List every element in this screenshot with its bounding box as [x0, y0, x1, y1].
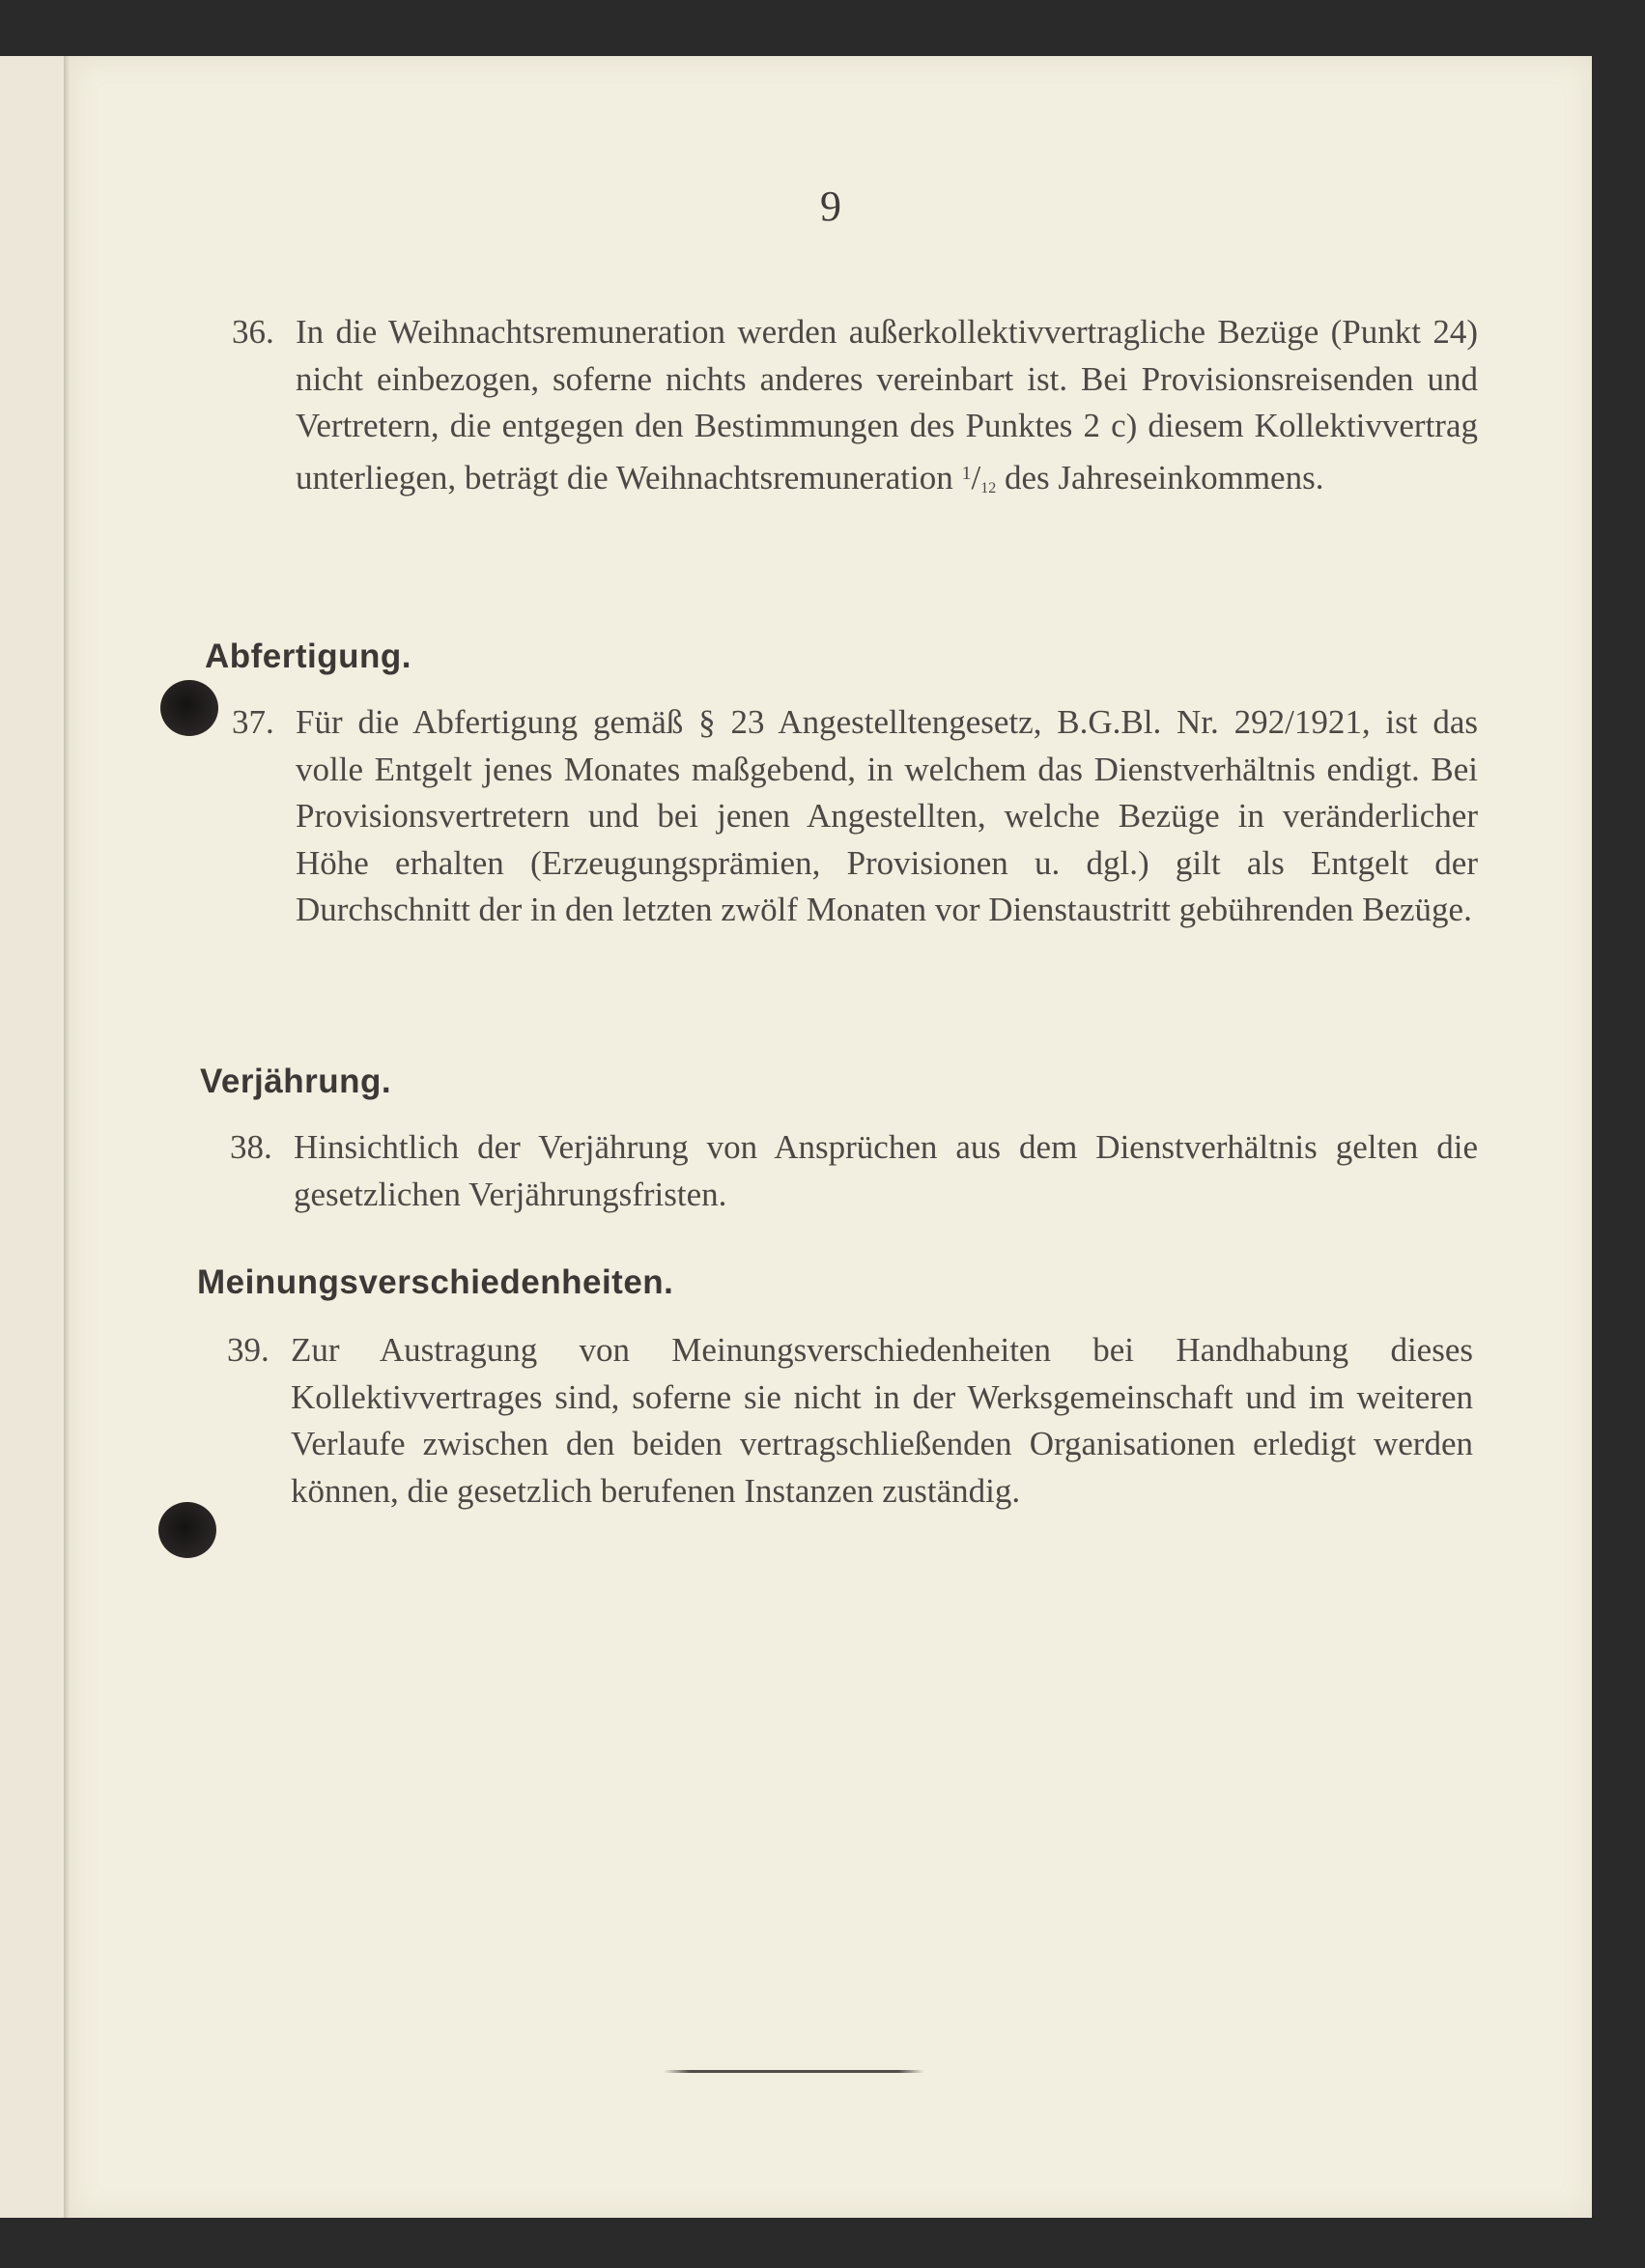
punch-hole-bottom	[158, 1502, 216, 1558]
punch-hole-top	[160, 680, 218, 736]
paragraph-number: 39.	[227, 1331, 269, 1369]
paragraph-text-tail: des Jahreseinkommens.	[1004, 458, 1324, 496]
fraction: $^1/_{12}$	[961, 458, 997, 496]
facing-page-edge	[0, 56, 68, 2218]
page-number: 9	[820, 183, 841, 230]
section-heading-meinungsverschiedenheiten: Meinungsverschiedenheiten.	[197, 1263, 674, 1301]
fraction-numerator: 1	[961, 462, 972, 484]
document-page	[70, 56, 1592, 2218]
paragraph-text: Hinsichtlich der Verjährung von Ansprüchen aus dem Dienstverhältnis gelten die gesetzlichen Verjährungsfristen.	[294, 1128, 1478, 1213]
paragraph-text: Für die Abfertigung gemäß § 23 Angestelltengesetz, B.G.Bl. Nr. 292/1921, ist das volle Entgelt jenes Monates maßgebend, in welchem das Dienstverhältnis endigt. Bei Provisionsvertretern und bei jenen Angestellten, welche Bezüge in veränderlicher Höhe erhalten (Erzeugungsprämien, Provisionen u. dgl.) gilt als Entgelt der Durchschnitt der in den letzten zwölf Monaten vor Dienstaustritt gebührenden Bezüge.	[296, 703, 1478, 928]
section-heading-verjaehrung: Verjährung.	[200, 1063, 392, 1100]
paragraph-38	[230, 1124, 1478, 1218]
closing-rule	[664, 2070, 924, 2073]
paragraph-text: In die Weihnachtsremuneration werden außerkollektivvertragliche Bezüge (Punkt 24) nicht einbezogen, soferne nichts anderes vereinbart ist. Bei Provisionsreisenden und Vertretern, die entgegen den Bestimmungen des Punktes 2 c) diesem Kollektivvertrag unterliegen, beträgt die Weihnachtsremuneration	[296, 313, 1478, 496]
section-heading-abfertigung: Abfertigung.	[205, 638, 412, 675]
paragraph-number: 38.	[230, 1128, 272, 1166]
fraction-denominator: 12	[980, 479, 997, 496]
paragraph-number: 36.	[232, 313, 274, 351]
paragraph-text: Zur Austragung von Meinungsverschiedenheiten bei Handhabung dieses Kollektivvertrages sind, soferne sie nicht in der Werksgemeinschaft und im weiteren Verlaufe zwischen den beiden vertragschließenden Organisationen erledigt werden können, die gesetzlich berufenen Instanzen zuständig.	[291, 1331, 1473, 1510]
paragraph-37	[232, 699, 1478, 934]
paragraph-number: 37.	[232, 703, 274, 741]
paragraph-36	[232, 309, 1478, 512]
paragraph-39	[227, 1327, 1473, 1515]
